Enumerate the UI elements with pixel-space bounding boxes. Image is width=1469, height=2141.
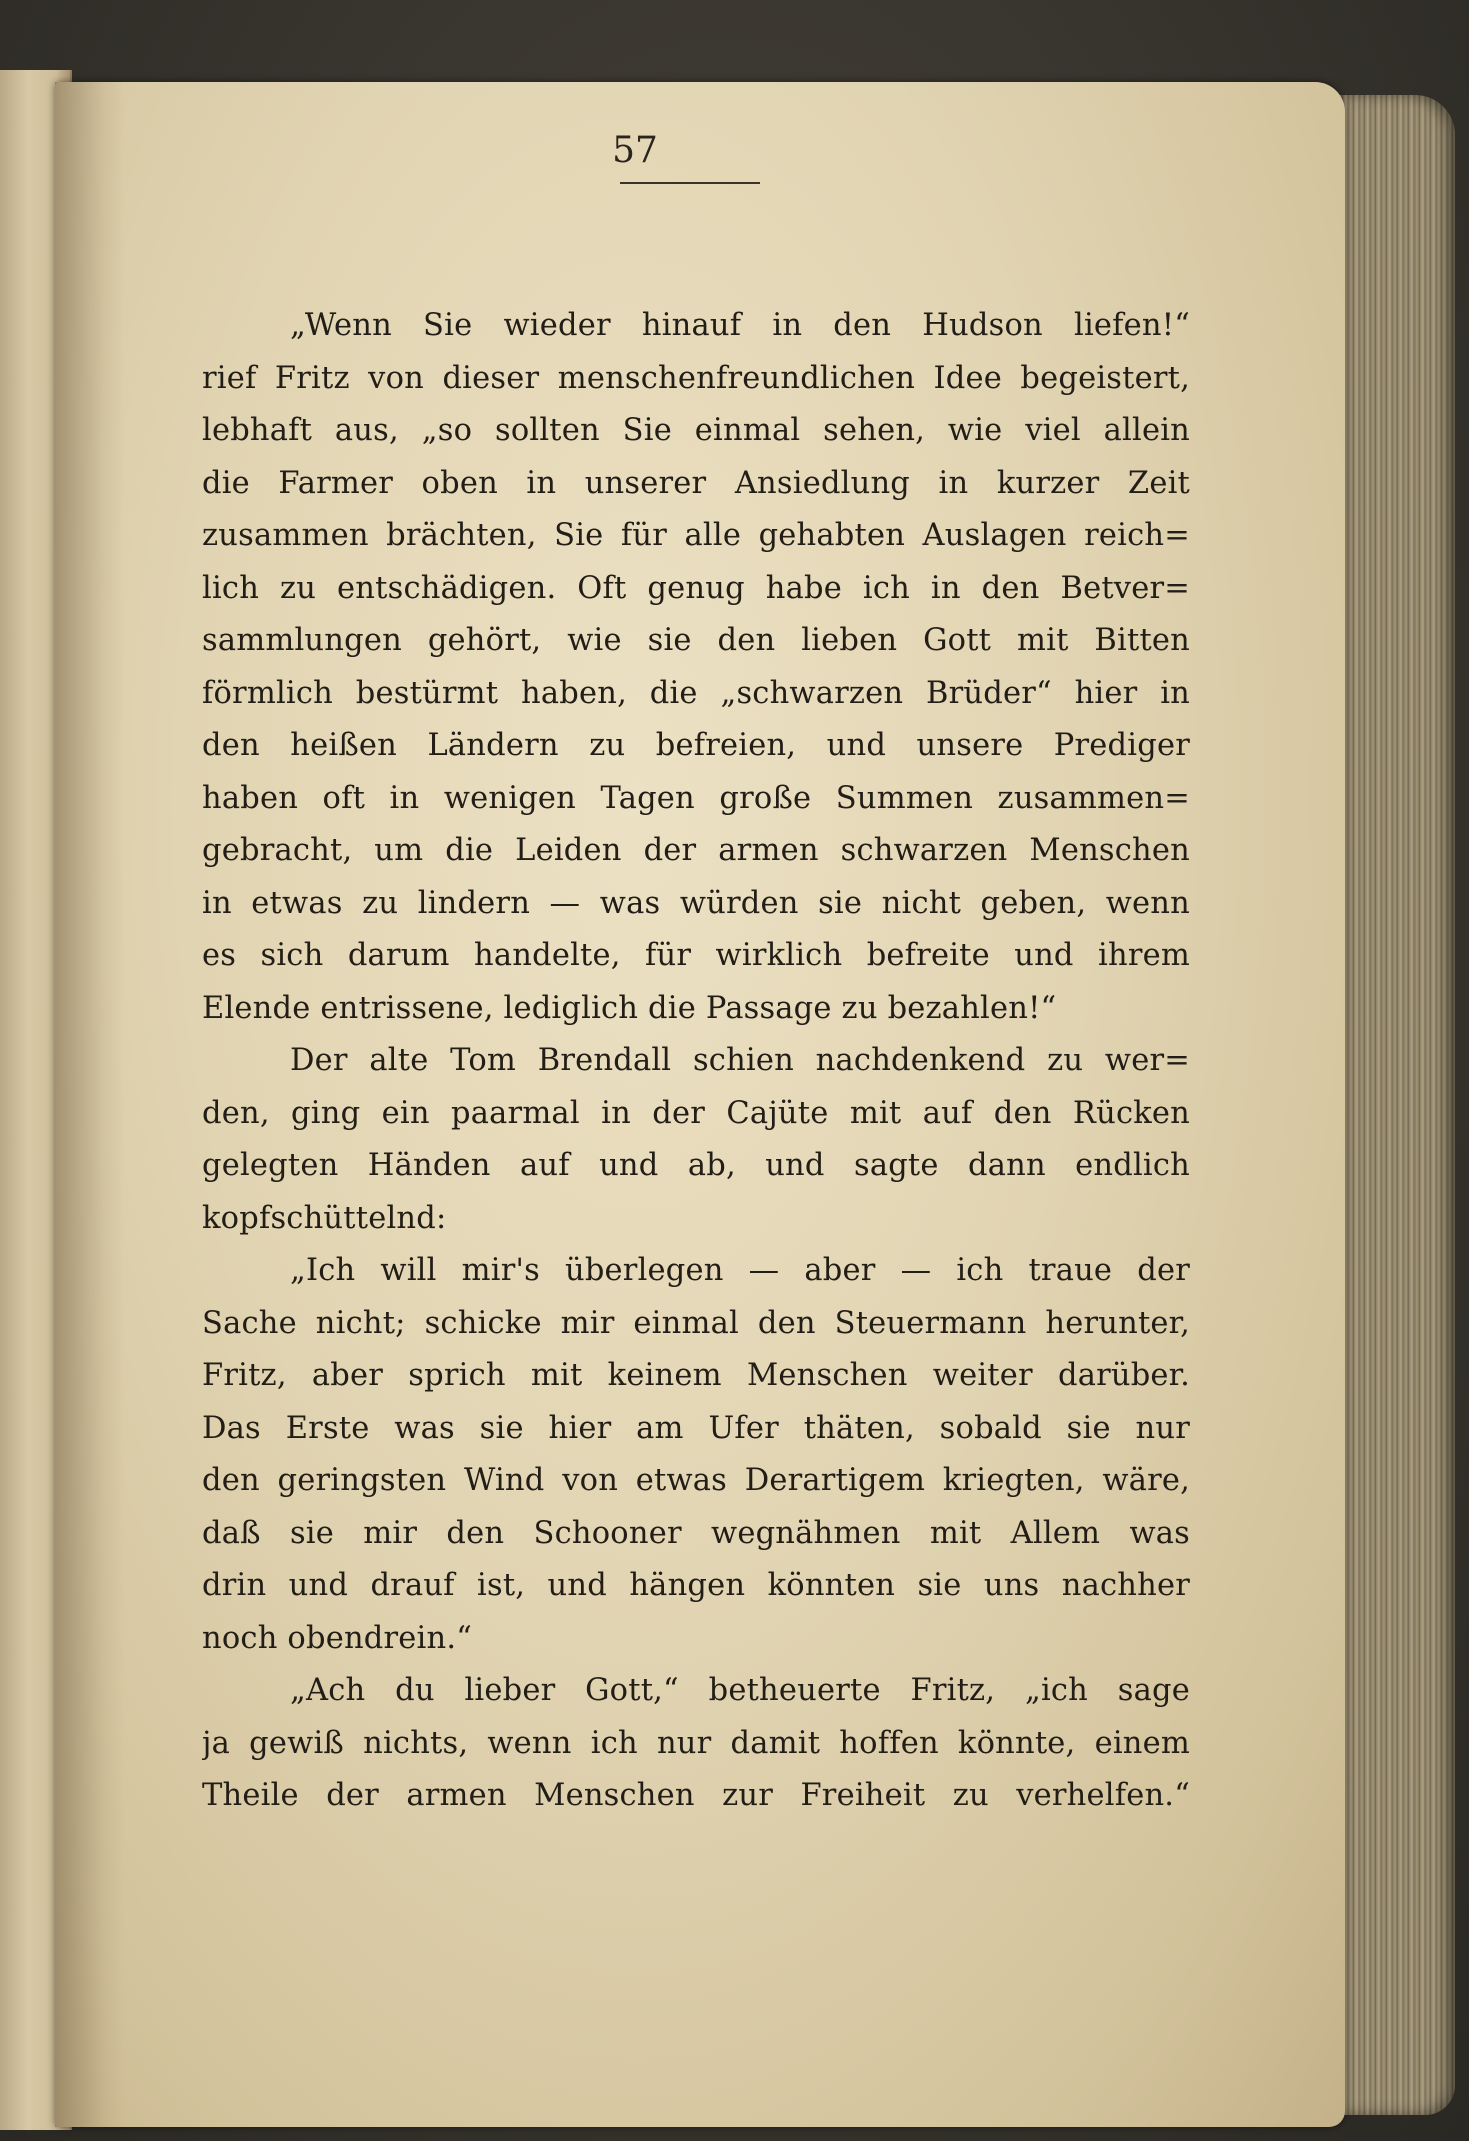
text-line: rief Fritz von dieser menschenfreundlichen Idee begeistert, xyxy=(202,360,1190,396)
header-rule xyxy=(620,182,760,184)
text-line: Der alte Tom Brendall schien nachdenkend zu wer= xyxy=(290,1043,1190,1078)
text-line: daß sie mir den Schooner wegnähmen mit Allem was xyxy=(202,1515,1190,1551)
text-line: in etwas zu lindern — was würden sie nicht geben, wenn xyxy=(202,885,1190,921)
text-line: gelegten Händen auf und ab, und sagte dann endlich xyxy=(202,1148,1190,1183)
text-line: gebracht, um die Leiden der armen schwarzen Menschen xyxy=(202,833,1190,868)
text-line: lebhaft aus, „so sollten Sie einmal sehen, wie viel allein xyxy=(202,413,1190,448)
text-line: den geringsten Wind von etwas Derartigem kriegten, wäre, xyxy=(202,1463,1190,1498)
text-line: „Wenn Sie wieder hinauf in den Hudson liefen!“ xyxy=(290,308,1190,343)
text-line: kopfschüttelnd: xyxy=(202,1200,447,1236)
text-line: den, ging ein paarmal in der Cajüte mit auf den Rücken xyxy=(202,1095,1190,1131)
text-line: förmlich bestürmt haben, die „schwarzen Brüder“ hier in xyxy=(202,675,1190,711)
text-line: ja gewiß nichts, wenn ich nur damit hoffen könnte, einem xyxy=(202,1725,1190,1761)
text-line: den heißen Ländern zu befreien, und unsere Prediger xyxy=(202,728,1190,763)
text-line: zusammen brächten, Sie für alle gehabten Auslagen reich= xyxy=(202,518,1190,553)
text-line: Das Erste was sie hier am Ufer thäten, sobald sie nur xyxy=(202,1410,1190,1446)
text-line: die Farmer oben in unserer Ansiedlung in kurzer Zeit xyxy=(202,465,1190,501)
text-line: „Ach du lieber Gott,“ betheuerte Fritz, „ich sage xyxy=(290,1673,1190,1708)
text-line: Fritz, aber sprich mit keinem Menschen weiter darüber. xyxy=(202,1358,1190,1393)
text-line: Theile der armen Menschen zur Freiheit zu verhelfen.“ xyxy=(202,1778,1190,1813)
text-line: noch obendrein.“ xyxy=(202,1620,473,1656)
text-line: Sache nicht; schicke mir einmal den Steuermann herunter, xyxy=(202,1305,1190,1341)
text-line: lich zu entschädigen. Oft genug habe ich in den Betver= xyxy=(202,570,1190,606)
page-number: 57 xyxy=(612,130,658,171)
text-line: drin und drauf ist, und hängen könnten sie uns nachher xyxy=(202,1568,1190,1603)
text-line: Elende entrissene, lediglich die Passage zu bezahlen!“ xyxy=(202,990,1057,1026)
text-line: es sich darum handelte, für wirklich befreite und ihrem xyxy=(202,938,1190,973)
text-line: „Ich will mir's überlegen — aber — ich traue der xyxy=(290,1253,1190,1288)
text-line: sammlungen gehört, wie sie den lieben Gott mit Bitten xyxy=(202,623,1190,658)
gutter-shadow xyxy=(55,82,125,2127)
text-line: haben oft in wenigen Tagen große Summen zusammen= xyxy=(202,780,1190,816)
body-text xyxy=(202,300,1190,1823)
